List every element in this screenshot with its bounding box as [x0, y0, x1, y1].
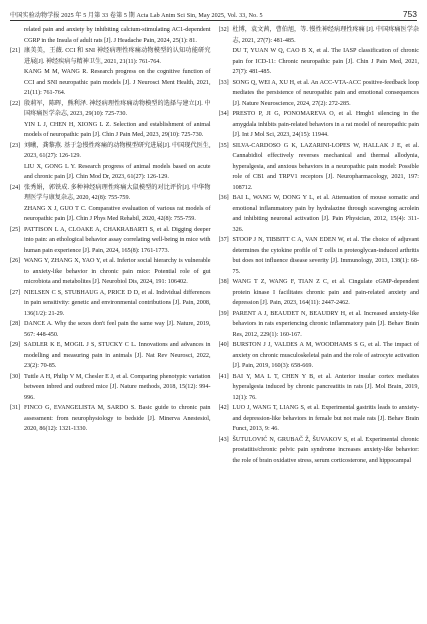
reference-number — [10, 120, 24, 141]
reference-text: 张秀娟，郭铁成. 多种神经病理性疼痛大鼠模型的对比评价[J]. 中华物理医学与康复杂志, 2020, 42(8): 755-759. — [24, 184, 211, 201]
reference-text: SILVA-CARDOSO G K, LAZARINI-LOPES W, HALLAK J E, et al. Cannabidiol effectively reverses mechanical and thermal allodynia, hyperalgesia, and anxious behaviors in a neuropathic pain model: Possible role of CB1 and TRPV1 receptors [J]. Neuropharmacology, 2021, 197: 108712. — [232, 142, 419, 191]
reference-entry — [10, 204, 211, 225]
reference-text: FINCO G, EVANGELISTA M, SARDO S. Basic guide to chronic pain assessment: from neurophysiology to bedside [J]. Minerva Anestesiol, 2020, 86(12): 1321-1330. — [24, 405, 211, 432]
reference-text: BURSTON J J, VALDES A M, WOODHAMS S G, et al. The impact of anxiety on chronic musculoskeletal pain and the role of astrocyte activation [J]. Pain, 2019, 160(3): 658-669. — [232, 342, 419, 369]
reference-number: [30] — [10, 373, 21, 380]
reference-entry — [10, 183, 211, 204]
reference-entry — [10, 120, 211, 141]
reference-entry — [10, 46, 211, 67]
reference-number: [21] — [10, 48, 21, 54]
reference-entry — [10, 372, 211, 404]
left-reference-column — [10, 25, 211, 622]
reference-text: 刘曦，龚黎燕. 基于急慢性疼痛的动物模型研究进展[J]. 中国现代医生, 2023, 61(27): 126-129. — [24, 142, 211, 159]
reference-number: [29] — [10, 342, 21, 348]
reference-entry — [10, 99, 211, 120]
reference-text: STOOP J N, TIBBITT C A, VAN EDEN W, et al. The choice of adjuvant determines the cytokine profile of T cells in proteoglycan-induced arthritis but does not influence disease severity [J]. Immunology, 2013, 138(1): 68-75. — [232, 237, 419, 275]
reference-entry — [219, 109, 420, 141]
reference-entry — [219, 277, 420, 309]
reference-number — [10, 25, 24, 46]
reference-entry — [219, 309, 420, 341]
reference-entry — [219, 141, 420, 194]
reference-entry — [10, 25, 211, 46]
reference-text: 杜博，袁文茜，曹伯旭，等. 慢性神经病理性疼痛 [J]. 中国疼痛医学杂志, 2021, 27(7): 481-485. — [232, 27, 419, 44]
reference-text: 康美美，王薇. CCI 和 SNI 神经病理性疼痛动物模型的认知功能研究进展[J]. 神经疾病与精神卫生, 2021, 21(11): 761-764. — [24, 48, 211, 65]
reference-number: [32] — [218, 27, 229, 33]
page-number: 753 — [402, 9, 417, 19]
reference-text: PARENT A J, BEAUDET N, BEAUDRY H, et al. Increased anxiety-like behaviors in rats experiencing chronic inflammatory pain [J]. Behav Brain Res, 2012, 229(1): 160-167. — [232, 310, 419, 338]
reference-text: related pain and anxiety by inhibiting calcium-stimulating AC1-dependent CGRP in the Insula of adult rats [J]. J Headache Pain, 2024, 25(1): 81. — [24, 27, 211, 44]
running-header — [10, 5, 417, 21]
reference-text: BAI L, WANG W, DONG Y L, et al. Attenuation of mouse somatic and emotional inflammatory pain by hydralazine through scavenging acrolein and inhibiting neuronal activation [J]. Pain Physician, 2012, 15(4): 311-326. — [232, 195, 419, 233]
reference-text: NIELSEN C S, STUBHAUG A, PRICE D D, et al. Individual differences in pain sensitivity: genetic and environmental contributions [J]. Pain, 2008, 136(1/2): 21-29. — [24, 289, 211, 317]
reference-number — [10, 162, 24, 183]
reference-entry — [219, 25, 420, 46]
reference-text: DANCE A. Why the sexes don't feel pain the same way [J]. Nature, 2019, 567: 448-450. — [24, 321, 211, 338]
reference-text: WANG Y, ZHANG X, YAO Y, et al. Inferior social hierarchy is vulnerable to anxiety-like behavior in chronic pain mice: Potential role of gut microbiota and metabolites [J]. Neurobiol Dis, 2024, 191: 106402. — [24, 258, 211, 285]
reference-text: PRESTO P, JI G, PONOMAREVA O, et al. Hmgb1 silencing in the amygdala inhibits pain-related behaviors in a rat model of neuropathic pain [J]. Int J Mol Sci, 2023, 24(15): 11944. — [232, 111, 419, 138]
reference-text: ZHANG X J, GUO T C. Comparative evaluation of various rat models of neuropathic pain [J]. Chin J Phys Med Rehabil, 2020, 42(8): 755-759. — [24, 205, 211, 222]
reference-number: [41] — [218, 373, 229, 380]
reference-entry — [219, 78, 420, 110]
reference-number: [27] — [10, 289, 21, 296]
reference-text: PATTISON L A, CLOAKE A, CHAKRABARTI S, et al. Digging deeper into pain: an ethological behavior assay correlating well-being in mice with human pain experience [J]. Pain, 2024, 165(8): 1761-1773. — [24, 226, 211, 254]
journal-header-text: 中国实验动物学报 2025 年 5 月第 33 卷第 5 期 Acta Lab Anim Sci Sin, May 2025, Vol. 33, No. 5 — [10, 13, 263, 19]
reference-text: KANG M M, WANG R. Research progress on the cognitive function of CCI and SNI neuropathic pain models [J]. J Neurosci Ment Health, 2021, 21(11): 761-764. — [24, 69, 211, 96]
reference-entry — [10, 288, 211, 320]
reference-entry — [219, 372, 420, 404]
reference-entry — [219, 435, 420, 467]
reference-entry — [219, 340, 420, 372]
reference-number: [34] — [218, 111, 229, 117]
reference-number: [24] — [10, 184, 21, 191]
reference-number — [10, 67, 24, 99]
reference-entry — [10, 319, 211, 340]
reference-text: Tuttle A H, Philip V M, Chesler E J, et al. Comparing phenotypic variation between inbred and outbred mice [J]. Nature methods, 2018, 15(12): 994-996. — [24, 373, 211, 401]
reference-number — [10, 204, 24, 225]
reference-text: 殷莉军，陈晖，熊利泽. 神经病理性疼痛动物模型的选择与建立[J]. 中国疼痛医学杂志, 2023, 29(10): 725-730. — [24, 100, 211, 117]
reference-text: BAI Y, MA L T, CHEN Y B, et al. Anterior insular cortex mediates hyperalgesia induced by chronic pancreatitis in rats [J]. Mol Brain, 2019, 12(1): 76. — [232, 373, 419, 401]
reference-entry — [219, 46, 420, 78]
reference-text: ŠUTULOVIĆ N, GRUBAČ Ž, ŠUVAKOV S, et al. Experimental chronic prostatitis/chronic pelvic pain syndrome increases anxiety-like behavior: the role of brain oxidative stress, serum corticosterone, and hippocampal — [232, 436, 419, 464]
reference-number: [43] — [218, 436, 229, 443]
reference-entry — [10, 340, 211, 372]
reference-entry — [10, 162, 211, 183]
reference-text: LUO J, WANG T, LIANG S, et al. Experimental gastritis leads to anxiety- and depression-like behaviors in female but not male rats [J]. Behav Brain Funct, 2013, 9: 46. — [232, 405, 419, 432]
reference-number — [219, 46, 233, 78]
reference-number: [40] — [218, 342, 229, 348]
reference-columns — [10, 25, 419, 622]
reference-entry — [10, 403, 211, 435]
reference-number: [31] — [10, 405, 21, 411]
reference-text: SONG Q, WEI A, XU H, et al. An ACC-VTA-ACC positive-feedback loop mediates the persistence of neuropathic pain and emotional consequences [J]. Nature Neuroscience, 2024, 27(2): 272-285. — [232, 79, 419, 107]
reference-text: YIN L J, CHEN H, XIONG L Z. Selection and establishment of animal models of neuropathic pain [J]. Chin J Pain Med, 2023, 29(10): 725-730. — [24, 121, 211, 138]
reference-number: [38] — [218, 279, 229, 285]
reference-number: [22] — [10, 100, 21, 107]
reference-number: [33] — [218, 79, 229, 86]
reference-number: [39] — [218, 310, 229, 317]
reference-entry — [10, 67, 211, 99]
reference-number: [26] — [10, 258, 21, 264]
reference-number: [42] — [218, 405, 229, 411]
right-reference-column — [219, 25, 420, 622]
reference-text: SADLER K E, MOGIL J S, STUCKY C L. Innovations and advances in modelling and measuring pain in animals [J]. Nat Rev Neurosci, 2022, 23(2): 70-85. — [24, 342, 211, 369]
reference-number: [37] — [218, 237, 229, 243]
reference-number: [35] — [218, 142, 229, 149]
reference-text: LIU X, GONG L Y. Research progress of animal models based on acute and chronic pain [J]. Chin Mod Dr, 2023, 61(27): 126-129. — [24, 163, 211, 180]
reference-text: WANG T Z, WANG F, TIAN Z C, et al. Cingulate cGMP-dependent protein kinase I facilitates chronic pain and pain-related anxiety and depression [J]. Pain, 2023, 164(11): 2447-2462. — [232, 279, 419, 306]
reference-entry — [10, 256, 211, 288]
reference-number: [25] — [10, 226, 21, 233]
reference-entry — [10, 141, 211, 162]
reference-entry — [219, 193, 420, 235]
reference-number: [28] — [10, 321, 21, 327]
reference-text: DU T, YUAN W Q, CAO B X, et al. The IASP classification of chronic pain for ICD-11: Chronic neuropathic pain [J]. Chin J Pain Med, 2021, 27(7): 481-485. — [232, 48, 419, 75]
reference-entry — [219, 403, 420, 435]
reference-number: [36] — [218, 195, 229, 201]
reference-entry — [10, 225, 211, 257]
reference-entry — [219, 235, 420, 277]
reference-number: [23] — [10, 142, 21, 149]
